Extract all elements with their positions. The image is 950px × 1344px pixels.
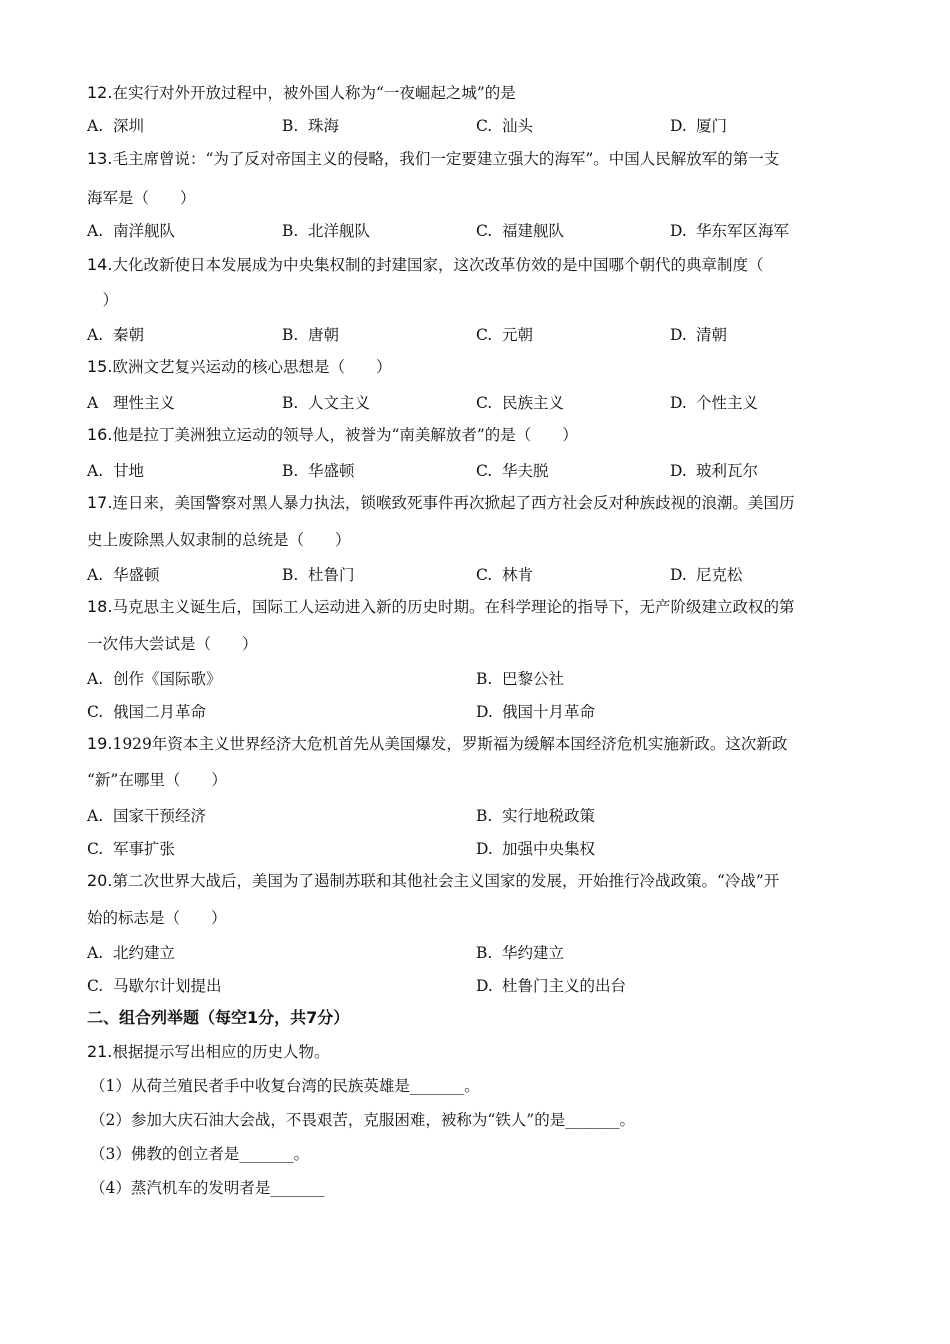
option-text: 华东军区海军 (696, 222, 790, 240)
question-21-item-2: （2）参加大庆石油大会战，不畏艰苦，克服困难，被称为“铁人”的是_______。 (90, 1111, 635, 1129)
question-17-stem (87, 530, 351, 550)
option-label: B. (282, 222, 299, 240)
question-19-stem (87, 734, 787, 754)
option-label: D. (476, 703, 493, 721)
question-21-item-1: （1）从荷兰殖民者手中收复台湾的民族英雄是_______。 (90, 1077, 480, 1095)
option-label: D. (476, 977, 493, 995)
option-text: 珠海 (308, 117, 340, 135)
option-text: 林肯 (502, 566, 534, 584)
option-a (87, 461, 144, 481)
question-21-stem (87, 1042, 329, 1062)
question-text: 在实行对外开放过程中，被外国人称为“一夜崛起之城”的是 (112, 84, 516, 102)
question-17-stem (87, 493, 794, 513)
question-text: 大化改新使日本发展成为中央集权制的封建国家，这次改革仿效的是中国哪个朝代的典章制度（ (112, 256, 764, 274)
option-label: D. (670, 222, 687, 240)
question-text: 史上废除黑人奴隶制的总统是（ ） (87, 531, 351, 549)
option-text: 玻利瓦尔 (696, 462, 759, 480)
option-a (87, 669, 222, 689)
option-text: 国家干预经济 (113, 807, 207, 825)
option-label: C. (476, 326, 493, 344)
option-label: A. (87, 807, 104, 825)
question-text: 第二次世界大战后，美国为了遏制苏联和其他社会主义国家的发展，开始推行冷战政策。“冷战”开 (112, 872, 780, 890)
option-text: 厦门 (696, 117, 728, 135)
option-text: 深圳 (113, 117, 145, 135)
option-text: 华约建立 (502, 944, 565, 962)
option-text: 唐朝 (308, 326, 340, 344)
question-text: 一次伟大尝试是（ ） (87, 635, 258, 653)
option-a (87, 116, 144, 136)
option-c (476, 565, 533, 585)
option-d (476, 702, 595, 722)
section-2-title: 二、组合列举题（每空1分，共7分） (87, 1008, 350, 1027)
option-b (282, 221, 370, 241)
option-text: 尼克松 (696, 566, 743, 584)
question-20-stem (87, 908, 227, 928)
option-label: A. (87, 566, 104, 584)
question-text: “新”在哪里（ ） (87, 771, 227, 789)
option-label: A. (87, 944, 104, 962)
option-label: C. (87, 977, 104, 995)
option-b (282, 461, 355, 481)
option-d (670, 393, 758, 413)
option-text: 甘地 (113, 462, 145, 480)
option-label: C. (476, 117, 493, 135)
option-b (476, 669, 564, 689)
option-label: A. (87, 670, 104, 688)
option-c (476, 116, 533, 136)
question-18-stem (87, 597, 794, 617)
option-text: 杜鲁门 (308, 566, 355, 584)
option-text: 福建舰队 (502, 222, 565, 240)
option-text: 个性主义 (696, 394, 759, 412)
option-text: 元朝 (502, 326, 534, 344)
question-text: 马克思主义诞生后，国际工人运动进入新的历史时期。在科学理论的指导下，无产阶级建立政权的第 (112, 598, 795, 616)
option-label: C. (476, 394, 493, 412)
option-label: B. (282, 326, 299, 344)
option-a (87, 806, 206, 826)
question-19-stem (87, 770, 227, 790)
option-label: B. (282, 566, 299, 584)
question-12-stem (87, 83, 516, 103)
option-label: D. (670, 566, 687, 584)
question-18-stem (87, 634, 258, 654)
question-number: 13. (87, 149, 113, 168)
question-number: 18. (87, 597, 113, 616)
question-text: 他是拉丁美洲独立运动的领导人，被誉为“南美解放者”的是（ ） (112, 426, 578, 444)
option-text: 华夫脱 (502, 462, 549, 480)
option-text: 实行地税政策 (502, 807, 596, 825)
option-label: D. (670, 394, 687, 412)
question-number: 15. (87, 357, 113, 376)
option-c (87, 976, 222, 996)
question-text: 欧洲文艺复兴运动的核心思想是（ ） (112, 358, 392, 376)
option-text: 汕头 (502, 117, 534, 135)
question-number: 16. (87, 425, 113, 444)
option-label: D. (670, 326, 687, 344)
option-a (87, 393, 175, 413)
question-text: 海军是（ ） (87, 189, 196, 207)
option-a (87, 221, 175, 241)
option-text: 清朝 (696, 326, 728, 344)
option-text: 马歇尔计划提出 (113, 977, 222, 995)
option-a (87, 943, 175, 963)
option-c (476, 393, 564, 413)
option-label: A. (87, 117, 104, 135)
option-b (282, 325, 339, 345)
option-text: 华盛顿 (308, 462, 355, 480)
question-text: 毛主席曾说：“为了反对帝国主义的侵略，我们一定要建立强大的海军”。中国人民解放军的第一支 (112, 150, 780, 168)
option-text: 杜鲁门主义的出台 (502, 977, 627, 995)
question-14-stem (87, 255, 763, 275)
question-text: 始的标志是（ ） (87, 909, 227, 927)
option-label: B. (282, 394, 299, 412)
question-number: 14. (87, 255, 113, 274)
option-label: D. (670, 462, 687, 480)
question-20-stem (87, 871, 779, 891)
option-text: 加强中央集权 (502, 840, 596, 858)
question-number: 12. (87, 83, 113, 102)
option-label: A (87, 394, 99, 412)
option-label: B. (282, 462, 299, 480)
question-13-stem (87, 188, 196, 208)
option-label: B. (476, 944, 493, 962)
option-label: B. (282, 117, 299, 135)
option-c (476, 325, 533, 345)
option-b (282, 393, 370, 413)
option-d (670, 325, 727, 345)
option-label: A. (87, 326, 104, 344)
option-d (670, 565, 743, 585)
option-d (476, 839, 595, 859)
option-text: 创作《国际歌》 (113, 670, 222, 688)
option-label: A. (87, 462, 104, 480)
option-text: 南洋舰队 (113, 222, 176, 240)
question-13-stem (87, 149, 779, 169)
question-15-stem (87, 357, 391, 377)
option-b (282, 116, 339, 136)
question-text: 1929年资本主义世界经济大危机首先从美国爆发，罗斯福为缓解本国经济危机实施新政。这次新政 (112, 735, 788, 753)
option-c (87, 702, 206, 722)
question-number: 20. (87, 871, 113, 890)
question-number: 17. (87, 493, 113, 512)
option-label: A. (87, 222, 104, 240)
question-number: 19. (87, 734, 113, 753)
option-label: B. (476, 807, 493, 825)
option-b (476, 806, 595, 826)
option-c (87, 839, 175, 859)
option-d (670, 116, 727, 136)
question-21-item-4: （4）蒸汽机车的发明者是_______ (90, 1179, 325, 1197)
option-text: 民族主义 (502, 394, 565, 412)
option-label: C. (87, 703, 104, 721)
option-text: 俄国十月革命 (502, 703, 596, 721)
option-label: B. (476, 670, 493, 688)
option-text: 军事扩张 (113, 840, 176, 858)
question-number: 21. (87, 1042, 113, 1061)
option-text: 理性主义 (113, 394, 176, 412)
question-14-stem (87, 290, 118, 310)
option-c (476, 461, 549, 481)
option-label: D. (476, 840, 493, 858)
option-text: 北洋舰队 (308, 222, 371, 240)
option-a (87, 565, 160, 585)
option-b (476, 943, 564, 963)
option-c (476, 221, 564, 241)
option-b (282, 565, 355, 585)
question-16-stem (87, 425, 578, 445)
option-label: D. (670, 117, 687, 135)
option-text: 华盛顿 (113, 566, 160, 584)
option-text: 俄国二月革命 (113, 703, 207, 721)
option-text: 北约建立 (113, 944, 176, 962)
question-text: 连日来，美国警察对黑人暴力执法，锁喉致死事件再次掀起了西方社会反对种族歧视的浪潮。美国历 (112, 494, 795, 512)
option-text: 秦朝 (113, 326, 145, 344)
option-label: C. (476, 222, 493, 240)
question-text: 根据提示写出相应的历史人物。 (112, 1043, 330, 1061)
option-a (87, 325, 144, 345)
option-text: 人文主义 (308, 394, 371, 412)
option-d (670, 221, 789, 241)
option-d (476, 976, 626, 996)
option-label: C. (476, 566, 493, 584)
option-label: C. (476, 462, 493, 480)
option-label: C. (87, 840, 104, 858)
question-21-item-3: （3）佛教的创立者是_______。 (90, 1145, 310, 1163)
question-text: ） (87, 291, 119, 309)
option-d (670, 461, 758, 481)
option-text: 巴黎公社 (502, 670, 565, 688)
